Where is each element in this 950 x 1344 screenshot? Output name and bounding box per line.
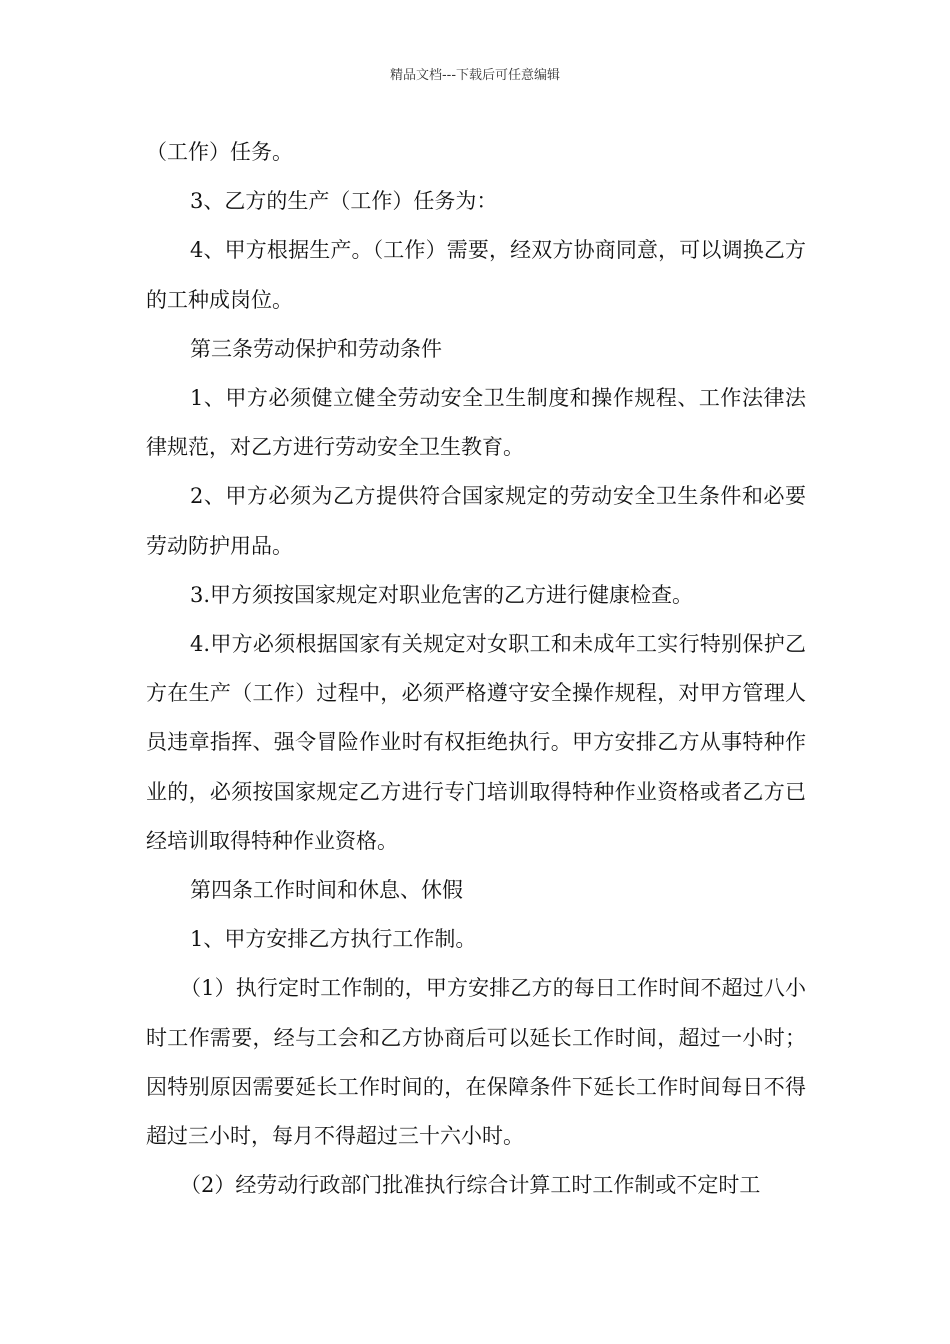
paragraph-item-4: 4、甲方根据生产。（工作）需要，经双方协商同意，可以调换乙方的工种成岗位。 [146,238,806,312]
paragraph-item-4-protection: 4.甲方必须根据国家有关规定对女职工和未成年工实行特别保护乙方在生产（工作）过程中，必须严格遵守安全操作规程，对甲方管理人员违章指挥、强令冒险作业时有权拒绝执行。甲方安排乙方从事特种作业的，必须按国家规定乙方进行专门培训取得特种作业资格或者乙方已经培训取得特种作业资格。 [146,632,806,853]
paragraph-item-1: 1、甲方必须健立健全劳动安全卫生制度和操作规程、工作法律法律规范，对乙方进行劳动安全卫生教育。 [146,386,806,460]
paragraph-item-3-health: 3.甲方须按国家规定对职业危害的乙方进行健康检查。 [190,582,694,607]
paragraph-item-1-work-system: 1、甲方安排乙方执行工作制。 [190,927,477,952]
document-body [146,128,806,1210]
section-heading-article-3: 第三条劳动保护和劳动条件 [190,336,442,361]
paragraph-subitem-1: （1）执行定时工作制的，甲方安排乙方的每日工作时间不超过八小时工作需要，经与工会和乙方协商后可以延长工作时间，超过一小时；因特别原因需要延长工作时间的，在保障条件下延长工作时间每日不得超过三小时，每月不得超过三十六小时。 [146,976,806,1149]
paragraph-item-3: 3、乙方的生产（工作）任务为： [190,189,498,214]
section-heading-article-4: 第四条工作时间和休息、休假 [190,878,463,903]
paragraph-item-2: 2、甲方必须为乙方提供符合国家规定的劳动安全卫生条件和必要劳动防护用品。 [146,484,806,558]
page-header: 精品文档---下载后可任意编辑 [389,68,561,83]
paragraph-subitem-2: （2）经劳动行政部门批准执行综合计算工时工作制或不定时工 [180,1173,761,1198]
paragraph-continuation: （工作）任务。 [146,140,293,164]
